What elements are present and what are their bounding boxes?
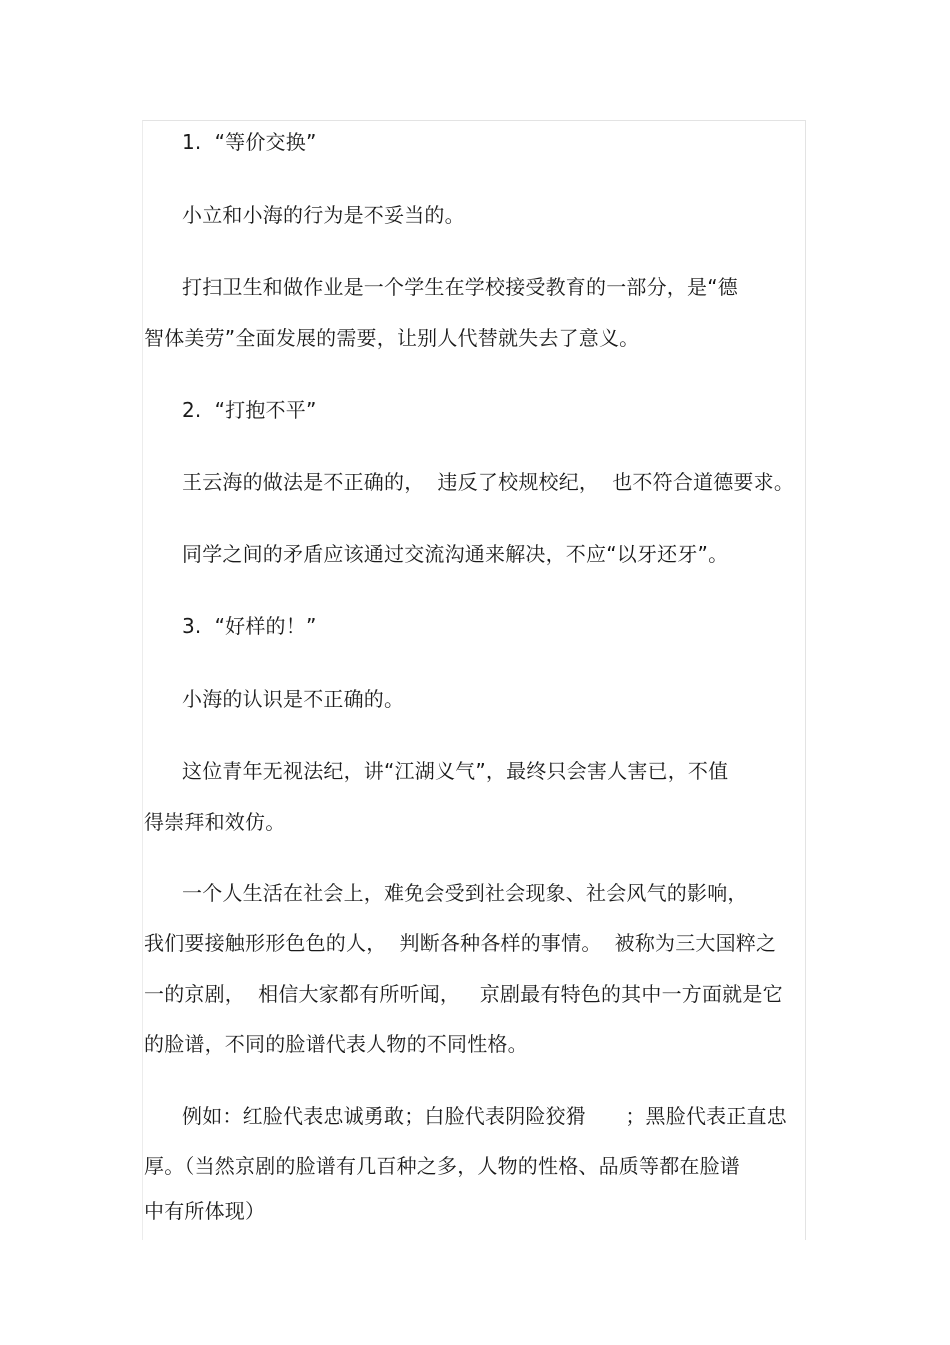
section-2-paragraph-1: 王云海的做法是不正确的， 违反了校规校纪， 也不符合道德要求。 — [182, 470, 795, 494]
section-2-heading: 2. “打抱不平” — [182, 398, 317, 422]
section-3-heading: 3. “好样的！” — [182, 614, 317, 638]
section-3-paragraph-1: 小海的认识是不正确的。 — [182, 687, 405, 711]
paragraph-4-line-3: 一的京剧， 相信大家都有所听闻， 京剧最有特色的其中一方面就是它 — [144, 982, 783, 1006]
paragraph-5-line-3: 中有所体现） — [144, 1199, 266, 1223]
section-3-paragraph-2-line-1: 这位青年无视法纪，讲“江湖义气”，最终只会害人害已，不值 — [182, 759, 729, 783]
section-1-heading: 1. “等价交换” — [182, 130, 317, 154]
paragraph-4-line-1: 一个人生活在社会上，难免会受到社会现象、社会风气的影响， — [182, 881, 748, 905]
section-1-paragraph-2-line-1: 打扫卫生和做作业是一个学生在学校接受教育的一部分，是“德 — [182, 275, 738, 299]
paragraph-4-line-4: 的脸谱，不同的脸谱代表人物的不同性格。 — [144, 1032, 528, 1056]
paragraph-4-line-2: 我们要接触形形色色的人， 判断各种各样的事情。 被称为三大国粹之 — [144, 931, 777, 955]
paragraph-5-line-2: 厚。（当然京剧的脸谱有几百种之多，人物的性格、品质等都在脸谱 — [144, 1154, 740, 1178]
section-1-paragraph-1: 小立和小海的行为是不妥当的。 — [182, 203, 465, 227]
section-1-paragraph-2-line-2: 智体美劳”全面发展的需要，让别人代替就失去了意义。 — [144, 326, 640, 350]
section-3-paragraph-2-line-2: 得崇拜和效仿。 — [144, 810, 286, 834]
section-2-paragraph-2: 同学之间的矛盾应该通过交流沟通来解决，不应“以牙还牙”。 — [182, 542, 729, 566]
paragraph-5-line-1: 例如：红脸代表忠诚勇敢；白脸代表阴险狡猾 ；黑脸代表正直忠 — [182, 1104, 787, 1128]
